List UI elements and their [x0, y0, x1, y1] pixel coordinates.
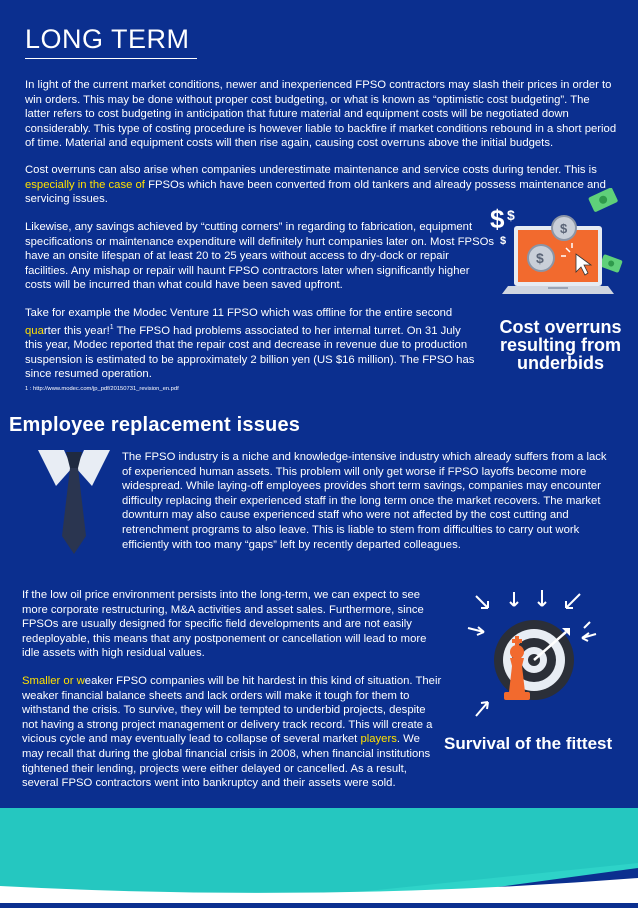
survival-caption: Survival of the fittest [444, 734, 613, 753]
paragraph-text: Take for example the Modec Venture 11 FPSO which was offline for the entire second [25, 307, 453, 319]
paragraph-text: FPSOs which have been converted from old tankers and already possess maintenance and servicing issues. [25, 178, 606, 206]
paragraph-cutting-corners: Likewise, any savings achieved by “cutting corners” in regarding to fabrication, equipment specifications or maintenance expenditure will definitely hurt companies later on. Most FPSOs have an onsite lifespan of at least 20 to 25 years without access to dry-dock or repair facilities. Any mishap or repair will haunt FPSO contractors later when significantly higher costs will be incurred than what could have been saved upfront. [25, 221, 495, 292]
footnote-link[interactable]: 1 : http://www.modec.com/jp_pdf/20150731_revision_en.pdf [25, 386, 179, 392]
paragraph-low-oil-price: If the low oil price environment persists into the long-term, we can expect to see more corporate restructuring, M&A activities and asset sales. Furthermore, since FPSOs are usually designed for specific field developments and are not easily redeployable, this means that any postponement or cancellation will lead to more idle assets with high residual values. [22, 589, 427, 660]
cost-overruns-caption [488, 318, 633, 372]
paragraph-smaller-companies [22, 674, 442, 791]
caption-line: resulting from [499, 335, 621, 355]
paragraph-employee-issues: The FPSO industry is a niche and knowledge-intensive industry which already suffers from a lack of experienced human assets. This problem will only get worse if FPSO layoffs become more widespread. While laying-off employees provides short term savings, companies may encounter difficulty replacing their experienced staff in the long term once the market recovers. The market downturn may also cause experienced staff who were not affected by the cost cutting and retrenchment programs to also leave. This is liable to stem from difficulties to carry out work efficiently with too many “gaps” left by recently departed colleagues. [122, 451, 607, 551]
paragraph-text: . We may recall that during the global financial crisis in 2008, when financial institutions tightened their lending, projects were either delayed or cancelled. As a result, several FPSO contractors went into bankruptcy and their assets were sold. [22, 733, 431, 790]
highlight-text: qua [25, 324, 44, 337]
svg-text:$: $ [507, 207, 515, 223]
paragraph-modec-example [25, 306, 481, 382]
footnote-marker: 1 [109, 323, 114, 331]
paragraph-optimistic-budgeting: In light of the current market conditions, newer and inexperienced FPSO contractors may slash their prices in order to win orders. This may be done without proper cost budgeting, or what is known as “optimistic cost budgeting”. The latter refers to cost budgeting in anticipation that future material and equipment costs will be negotiated down considerably. This type of costing procedure is however liable to backfire if market conditions rebound in a short period of time. Material and equipment costs will then rise again, causing cost overruns above the initial budgets. [25, 79, 617, 150]
svg-text:$: $ [490, 204, 505, 234]
paragraph-text: eaker FPSO companies will be hit hardest in this kind of situation. Their weaker financial balance sheets and lack orders will make it tough for them to withstand the crisis. To survive, they will be tempted to underbid projects, despite not having a strong project management or delivery track record. This will create a vicious cycle and may eventually lead to collapse of several market [22, 675, 442, 746]
caption-line: underbids [516, 353, 604, 373]
section-title: LONG TERM [25, 24, 190, 54]
employee-replacement-heading: Employee replacement issues [9, 414, 301, 436]
highlight-text: especially in the case of [25, 178, 145, 191]
title-underline [25, 58, 197, 59]
svg-text:$: $ [500, 235, 507, 247]
paragraph-text: The FPSO had problems associated to her internal turret. On 31 July this year, Modec reported that the repair cost and decrease in revenue due to production suspension is estimated to be approximately 2 billion yen (US $16 million). The FPSO has since resumed operation. [25, 324, 475, 381]
highlight-text: players [360, 733, 397, 746]
bottom-band [0, 808, 638, 903]
caption-line: Cost overruns [499, 317, 622, 337]
svg-text:$: $ [536, 250, 544, 266]
paragraph-text: rter this year! [43, 324, 110, 337]
svg-text:$: $ [560, 221, 568, 236]
laptop-coins-icon [486, 188, 626, 308]
highlight-text: Smaller or w [22, 675, 85, 687]
shirt-tie-icon [36, 446, 112, 558]
paragraph-text: Cost overruns can also arise when companies underestimate maintenance and service costs during tender. This is [25, 164, 597, 176]
target-chess-icon [462, 588, 612, 728]
